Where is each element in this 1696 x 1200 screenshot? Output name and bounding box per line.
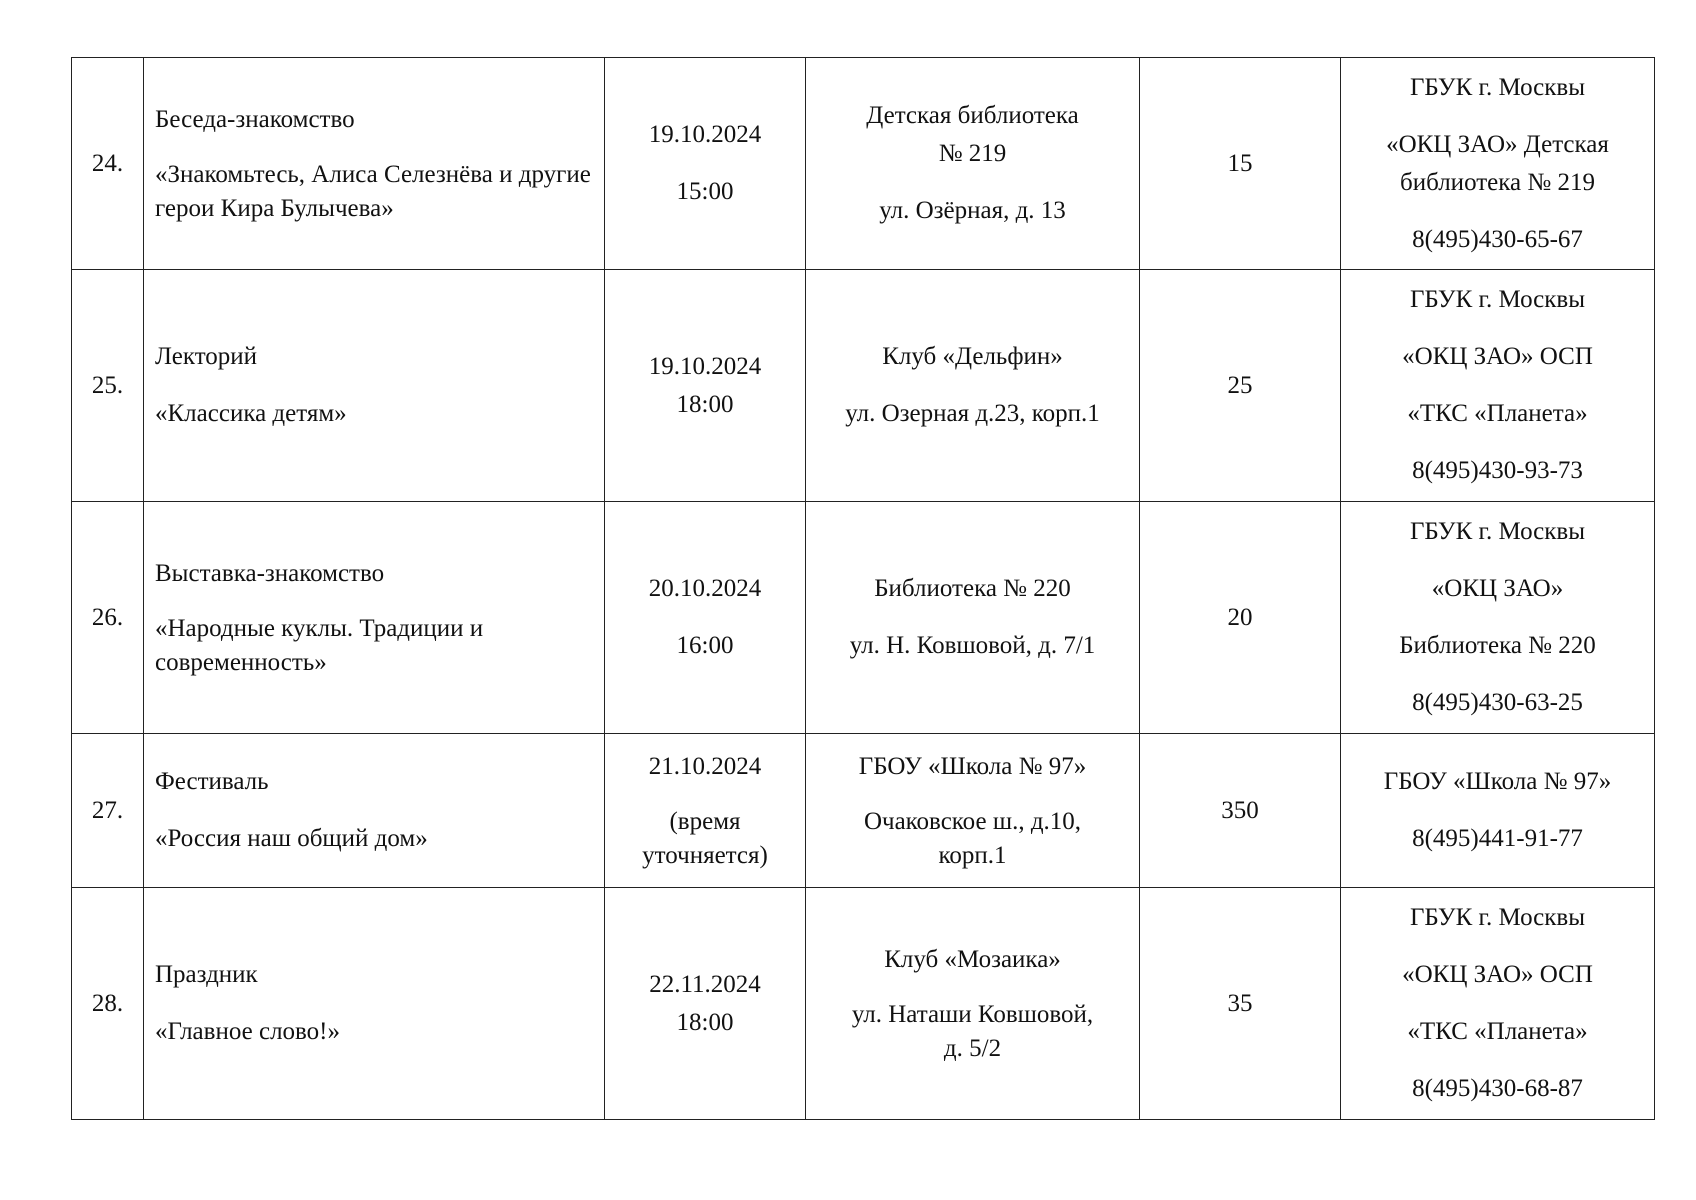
event-title: «Знакомьтесь, Алиса Селезнёва и другие герои Кира Булычева» bbox=[155, 161, 591, 222]
event-date: 21.10.2024 bbox=[648, 753, 762, 780]
place-address: ул. Н. Ковшовой, д. 7/1 bbox=[849, 632, 1096, 659]
organizer-line: Библиотека № 220 bbox=[1399, 632, 1596, 659]
organizer-phone: 8(495)441-91-77 bbox=[1412, 825, 1583, 852]
event-name-cell bbox=[144, 734, 605, 888]
place-name: Детская библиотека bbox=[866, 102, 1079, 129]
table-row bbox=[72, 888, 1655, 1120]
event-place-cell bbox=[806, 270, 1140, 502]
event-type: Выставка-знакомство bbox=[155, 560, 385, 587]
row-number: 26. bbox=[72, 502, 144, 734]
event-type: Фестиваль bbox=[155, 768, 269, 795]
event-type: Беседа-знакомство bbox=[155, 106, 355, 133]
organizer-cell bbox=[1341, 888, 1655, 1120]
event-name-cell bbox=[144, 502, 605, 734]
event-name-cell bbox=[144, 270, 605, 502]
table-row bbox=[72, 502, 1655, 734]
row-number: 27. bbox=[72, 734, 144, 888]
event-name-cell bbox=[144, 888, 605, 1120]
event-title: «Главное слово!» bbox=[155, 1018, 341, 1045]
event-time: 18:00 bbox=[676, 390, 734, 418]
place-name: Библиотека № 220 bbox=[874, 575, 1071, 602]
organizer-line: «ОКЦ ЗАО» bbox=[1431, 575, 1564, 602]
events-table bbox=[71, 57, 1655, 1120]
row-number: 28. bbox=[72, 888, 144, 1120]
event-type: Лекторий bbox=[155, 343, 258, 370]
organizer-cell bbox=[1341, 502, 1655, 734]
place-name: ГБОУ «Школа № 97» bbox=[858, 753, 1087, 780]
participant-count: 25 bbox=[1140, 270, 1341, 502]
event-date: 20.10.2024 bbox=[648, 575, 762, 602]
organizer-line: ГБУК г. Москвы bbox=[1409, 73, 1586, 101]
organizer-phone: 8(495)430-63-25 bbox=[1412, 689, 1583, 716]
place-address: ул. Наташи Ковшовой, bbox=[851, 1001, 1094, 1028]
event-date: 19.10.2024 bbox=[648, 352, 762, 380]
organizer-phone: 8(495)430-93-73 bbox=[1412, 457, 1583, 484]
event-time: 18:00 bbox=[676, 1008, 734, 1036]
event-time: 15:00 bbox=[676, 178, 734, 205]
event-place-cell bbox=[806, 888, 1140, 1120]
organizer-cell bbox=[1341, 270, 1655, 502]
event-date-cell bbox=[605, 270, 806, 502]
place-name: № 219 bbox=[938, 140, 1007, 167]
event-title: «Народные куклы. Традиции и современность» bbox=[155, 615, 484, 676]
organizer-line: ГБОУ «Школа № 97» bbox=[1383, 768, 1612, 795]
place-name: Клуб «Дельфин» bbox=[882, 343, 1063, 370]
event-date-cell bbox=[605, 502, 806, 734]
table-row bbox=[72, 58, 1655, 270]
place-name: Клуб «Мозаика» bbox=[884, 946, 1061, 973]
row-number: 25. bbox=[72, 270, 144, 502]
organizer-line: ГБУК г. Москвы bbox=[1409, 904, 1586, 931]
organizer-cell bbox=[1341, 734, 1655, 888]
organizer-line: «ТКС «Планета» bbox=[1407, 400, 1588, 427]
event-time: уточняется) bbox=[642, 842, 768, 869]
event-date-cell bbox=[605, 888, 806, 1120]
participant-count: 15 bbox=[1140, 58, 1341, 270]
place-address: корп.1 bbox=[938, 842, 1007, 869]
place-address: ул. Озёрная, д. 13 bbox=[879, 197, 1066, 224]
organizer-line: «ОКЦ ЗАО» ОСП bbox=[1402, 961, 1593, 988]
participant-count: 20 bbox=[1140, 502, 1341, 734]
event-type: Праздник bbox=[155, 961, 258, 988]
event-date: 19.10.2024 bbox=[648, 121, 762, 148]
organizer-line: ГБУК г. Москвы bbox=[1409, 286, 1586, 313]
event-title: «Россия наш общий дом» bbox=[155, 825, 428, 852]
event-title: «Классика детям» bbox=[155, 400, 347, 427]
organizer-line: ГБУК г. Москвы bbox=[1409, 518, 1586, 545]
event-place-cell bbox=[806, 502, 1140, 734]
table-row bbox=[72, 734, 1655, 888]
participant-count: 35 bbox=[1140, 888, 1341, 1120]
event-date-cell bbox=[605, 58, 806, 270]
event-date-cell bbox=[605, 734, 806, 888]
event-date: 22.11.2024 bbox=[649, 970, 761, 998]
row-number: 24. bbox=[72, 58, 144, 270]
place-address: Очаковское ш., д.10, bbox=[863, 808, 1082, 835]
event-place-cell bbox=[806, 58, 1140, 270]
organizer-phone: 8(495)430-65-67 bbox=[1412, 225, 1583, 253]
event-time: 16:00 bbox=[676, 632, 734, 659]
organizer-line: «ОКЦ ЗАО» Детская bbox=[1386, 130, 1609, 158]
table-row bbox=[72, 270, 1655, 502]
participant-count: 350 bbox=[1140, 734, 1341, 888]
place-address: д. 5/2 bbox=[943, 1035, 1002, 1062]
event-time: (время bbox=[669, 808, 741, 835]
organizer-line: библиотека № 219 bbox=[1400, 168, 1595, 196]
organizer-phone: 8(495)430-68-87 bbox=[1412, 1075, 1583, 1102]
organizer-cell bbox=[1341, 58, 1655, 270]
place-address: ул. Озерная д.23, корп.1 bbox=[845, 400, 1100, 427]
organizer-line: «ТКС «Планета» bbox=[1407, 1018, 1588, 1045]
organizer-line: «ОКЦ ЗАО» ОСП bbox=[1402, 343, 1593, 370]
event-name-cell bbox=[144, 58, 605, 270]
event-place-cell bbox=[806, 734, 1140, 888]
